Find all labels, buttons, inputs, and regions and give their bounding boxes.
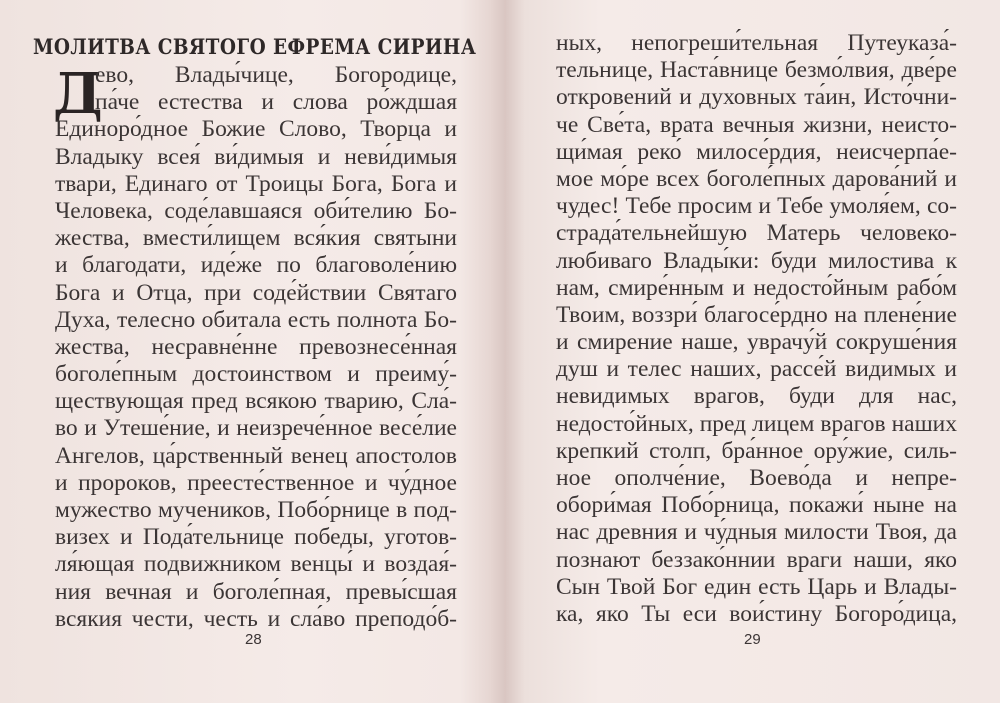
text-line: крепкий столп, бра́нное ору́жие, силь-: [556, 437, 957, 464]
text-line: всякия чести, честь и сла́во преподо́б-: [55, 605, 457, 632]
text-line: Бога и Отца, при соде́йствии Святаго: [55, 279, 457, 306]
text-line: ка, яко Ты еси вои́стину Богоро́дица,: [556, 600, 957, 627]
text-line: во и Утеше́ние, и неизрече́нное весе́лие: [55, 415, 457, 442]
text-line: любиваго Влады́ки: буди милостива к: [556, 247, 957, 274]
text-line: ния вечная и боголе́пная, превы́сшая: [55, 578, 457, 605]
text-line: ных, непогреши́тельная Путеуказа́-: [556, 30, 957, 56]
text-line: Владыку всея́ ви́димыя и неви́димыя: [55, 143, 457, 170]
text-line: и пророков, преесте́ственное и чу́дное: [55, 469, 457, 496]
text-line: Единоро́дное Божие Слово, Творца и: [55, 116, 457, 143]
text-line: жества, несравне́нне превознесе́нная: [55, 333, 457, 360]
text-line: че Све́та, врата вечныя жизни, неисто-: [556, 111, 957, 138]
left-page-text: [55, 62, 457, 633]
text-line: щи́мая реко́ милосе́рдия, неисчерпа́е-: [556, 138, 957, 165]
text-line: страда́тельнейшую Матерь человеко-: [556, 220, 957, 247]
text-line: боголе́пным достоинством и преиму́-: [55, 361, 457, 388]
text-line: нам, смире́нным и недосто́йным рабо́м: [556, 274, 957, 301]
text-line: обори́мая Побо́рница, покажи́ ныне на: [556, 492, 957, 519]
text-line: Сын Твой Бог един есть Царь и Влады-: [556, 573, 957, 600]
text-line: чудес! Тебе просим и Тебе умоля́ем, со-: [556, 193, 957, 220]
text-line: па́че естества и слова ро́ждшая: [95, 89, 457, 116]
text-line: визех и Пода́тельнице победы, уготов-: [55, 524, 457, 551]
text-line: жества, вмести́лищем вся́кия святыни: [55, 225, 457, 252]
text-line: тельнице, Наста́внице безмо́лвия, две́ре: [556, 57, 957, 84]
text-line: твари, Единаго от Троицы Бога, Бога и: [55, 170, 457, 197]
text-line: невидимых врагов, буди для нас,: [556, 383, 957, 410]
page-number: 28: [245, 631, 262, 648]
text-line: и благодати, иде́же по благоволе́нию: [55, 252, 457, 279]
left-page: [33, 0, 477, 703]
prayer-title: МОЛИТВА СВЯТОГО ЕФРЕМА СИРИНА: [33, 34, 477, 59]
text-line: откровений и духовных та́ин, Исто́чни-: [556, 84, 957, 111]
text-line: ное ополче́ние, Воево́да и непре-: [556, 465, 957, 491]
text-line: Ангелов, ца́рственный венец апостолов: [55, 442, 457, 469]
right-page: [556, 0, 957, 703]
drop-cap: Д: [53, 61, 103, 127]
right-page-text: [556, 30, 957, 628]
text-line: ево, Влады́чице, Богородице,: [95, 62, 457, 88]
text-line: и смирение наше, уврачу́й сокруше́ния: [556, 329, 957, 356]
text-line: душ и телес наших, рассе́й видимых и: [556, 356, 957, 383]
page-number: 29: [744, 631, 761, 648]
text-line: нас древния и чу́дныя милости Твоя, да: [556, 519, 957, 546]
text-line: познают беззако́ннии враги наши, яко: [556, 546, 957, 573]
text-line: Человека, соде́лавшаяся оби́телию Бо-: [55, 197, 457, 224]
text-line: ля́ющая подвижником венцы́ и воздая́-: [55, 551, 457, 578]
text-line: недосто́йных, пред лицем врагов наших: [556, 410, 957, 437]
text-line: ществующая пред всякою тварию, Сла́-: [55, 388, 457, 415]
text-line: мужество мучеников, Побо́рнице в под-: [55, 497, 457, 523]
text-line: Духа, телесно обитала есть полнота Бо-: [55, 306, 457, 333]
text-line: Твоим, воззри́ благосе́рдно на плене́ние: [556, 301, 957, 328]
text-line: мое мо́ре всех боголе́пных дарова́ний и: [556, 165, 957, 192]
